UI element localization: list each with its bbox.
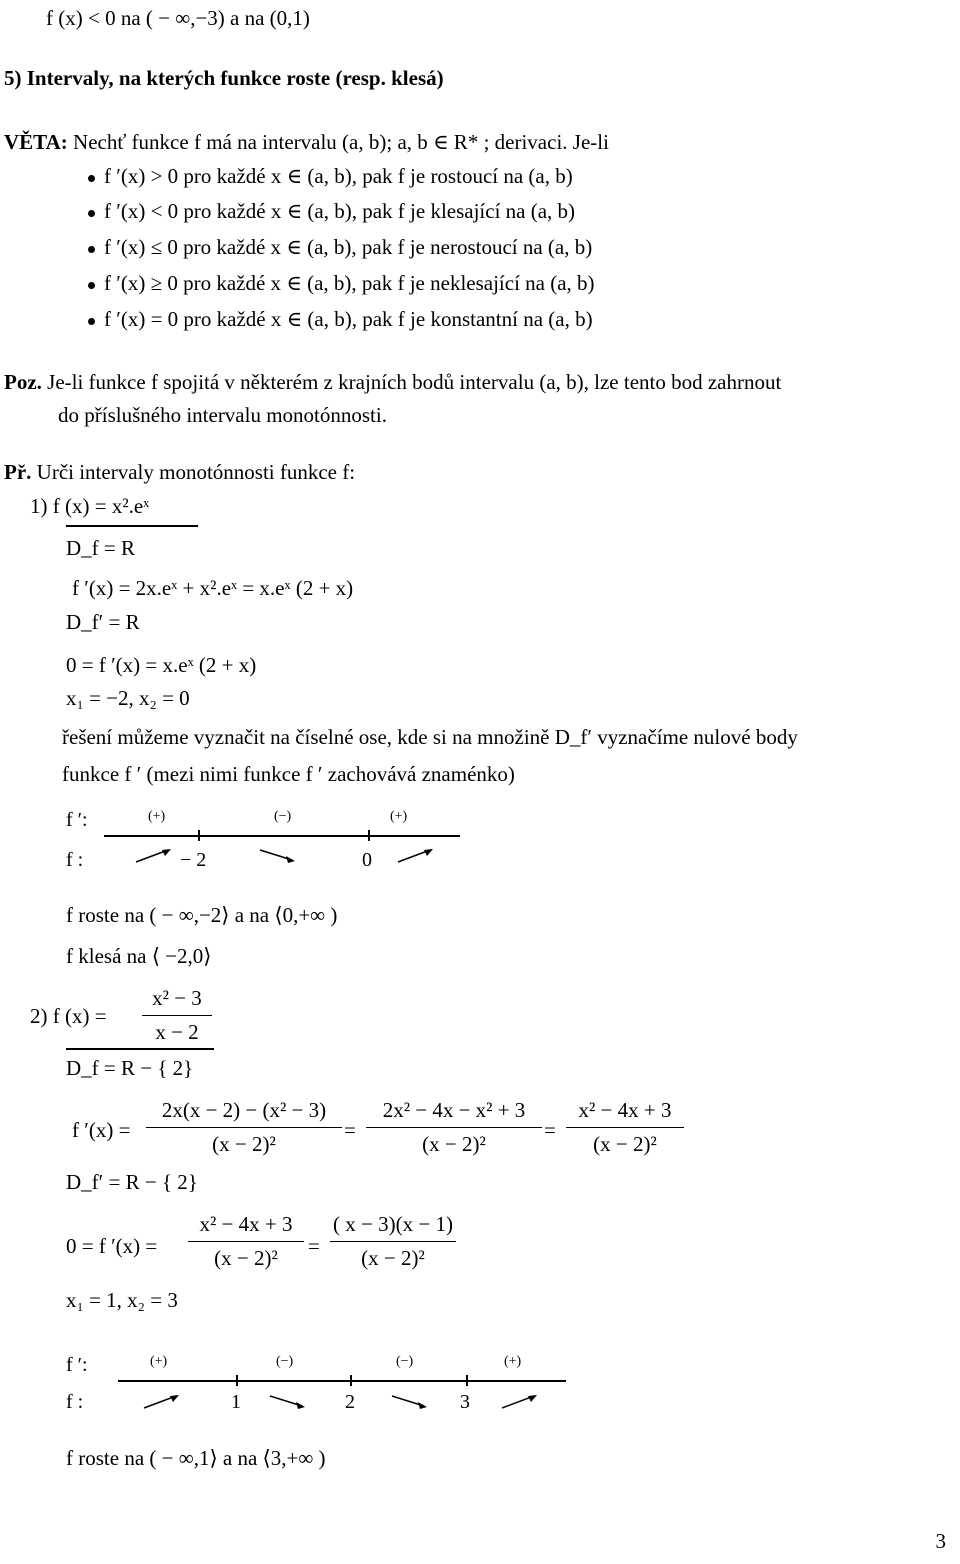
- fraction-denominator: (x − 2)²: [330, 1241, 456, 1269]
- sign-minus: (−): [274, 809, 292, 824]
- theorem-bullet: f ′(x) ≤ 0 pro každé x ∈ (a, b), pak f je nerostoucí na (a, b): [104, 235, 593, 259]
- fraction-denominator: x − 2: [142, 1015, 212, 1043]
- increasing-arrow: [500, 1392, 540, 1412]
- equals-sign: =: [344, 1118, 356, 1142]
- example-header: [4, 462, 355, 483]
- theorem-bullet: f ′(x) > 0 pro každé x ∈ (a, b), pak f je rostoucí na (a, b): [104, 164, 573, 188]
- section-title: 5) Intervaly, na kterých funkce roste (resp. klesá): [4, 66, 444, 90]
- theorem-bullet: f ′(x) = 0 pro každé x ∈ (a, b), pak f je konstantní na (a, b): [104, 307, 593, 331]
- axis-point-label: − 2: [180, 849, 207, 871]
- page-number: 3: [935, 1529, 946, 1553]
- sign-chart-label-fprime: f ′:: [66, 1354, 88, 1376]
- bullet-dot: [88, 210, 95, 217]
- decreasing-arrow: [268, 1392, 308, 1412]
- bullet-dot: [88, 246, 95, 253]
- ex2-zero-fraction: [330, 1214, 456, 1269]
- ex1-derivative-domain: D_f′ = R: [66, 610, 140, 634]
- bullet-dot: [88, 282, 95, 289]
- fraction-numerator: x² − 4x + 3: [578, 1098, 672, 1122]
- axis-tick: [236, 1375, 238, 1386]
- theorem-bullet: f ′(x) < 0 pro každé x ∈ (a, b), pak f je klesající na (a, b): [104, 199, 576, 223]
- ex2-underline: [66, 1048, 214, 1050]
- sign-chart-label-f: f :: [66, 1391, 84, 1413]
- bullet-dot: [88, 175, 95, 182]
- ex1-function: 1) f (x) = x².eˣ: [30, 494, 150, 518]
- ex2-derivative-lhs: f ′(x) =: [72, 1118, 131, 1142]
- ex1-roots: x₁ = −2, x₂ = 0: [66, 686, 190, 710]
- axis-point-label: 3: [460, 1391, 470, 1413]
- theorem-label: VĚTA:: [4, 130, 68, 154]
- increasing-arrow: [142, 1392, 182, 1412]
- fraction-denominator: (x − 2)²: [188, 1241, 304, 1269]
- increasing-arrow: [396, 846, 436, 866]
- fraction-numerator: x² − 4x + 3: [199, 1212, 293, 1236]
- note-line-2: do příslušného intervalu monotónnosti.: [58, 403, 387, 427]
- axis-tick: [198, 830, 200, 841]
- ex2-increasing: f roste na ( − ∞,1⟩ a na ⟨3,+∞ ): [66, 1446, 326, 1470]
- axis-point-label: 2: [345, 1391, 355, 1413]
- sign-chart-label-fprime: f ′:: [66, 809, 88, 831]
- ex1-increasing: f roste na ( − ∞,−2⟩ a na ⟨0,+∞ ): [66, 903, 338, 927]
- theorem-bullet: f ′(x) ≥ 0 pro každé x ∈ (a, b), pak f je neklesající na (a, b): [104, 271, 595, 295]
- increasing-arrow: [134, 846, 174, 866]
- sign-plus: (+): [150, 1354, 168, 1369]
- theorem-text: Nechť funkce f má na intervalu (a, b); a, b ∈ R* ; derivaci. Je-li: [67, 130, 609, 154]
- ex1-derivative: f ′(x) = 2x.eˣ + x².eˣ = x.eˣ (2 + x): [72, 576, 354, 600]
- note-label: Poz.: [4, 370, 42, 394]
- ex2-derivative-fraction: [566, 1100, 684, 1155]
- ex1-domain: D_f = R: [66, 536, 136, 560]
- note-text: Je-li funkce f spojitá v některém z krajních bodů intervalu (a, b), lze tento bod zahrnout: [41, 370, 782, 394]
- decreasing-arrow: [390, 1392, 430, 1412]
- fraction-denominator: (x − 2)²: [366, 1127, 542, 1155]
- sign-minus: (−): [276, 1354, 294, 1369]
- decreasing-arrow: [258, 846, 298, 866]
- sign-plus: (+): [148, 809, 166, 824]
- example-text: Urči intervaly monotónnosti funkce f:: [31, 460, 356, 484]
- equals-sign: =: [308, 1234, 320, 1258]
- fraction-denominator: (x − 2)²: [566, 1127, 684, 1155]
- ex1-underline: [66, 525, 198, 527]
- sign-plus: (+): [504, 1354, 522, 1369]
- ex2-roots: x₁ = 1, x₂ = 3: [66, 1288, 178, 1312]
- theorem-line: [4, 132, 609, 153]
- example-label: Př.: [4, 460, 32, 484]
- axis-point-label: 1: [231, 1391, 241, 1413]
- ex1-equation: 0 = f ′(x) = x.eˣ (2 + x): [66, 653, 257, 677]
- ex2-lhs: 2) f (x) =: [30, 1004, 107, 1028]
- fraction-denominator: (x − 2)²: [146, 1127, 342, 1155]
- equals-sign: =: [544, 1118, 556, 1142]
- ex1-text-1: řešení můžeme vyznačit na číselné ose, kde si na množině D_f′ vyznačíme nulové body: [62, 725, 798, 749]
- ex1-text-2: funkce f ′ (mezi nimi funkce f ′ zachovává znaménko): [62, 762, 515, 786]
- sign-chart-label-f: f :: [66, 849, 84, 871]
- number-axis: [104, 835, 460, 837]
- bullet-dot: [88, 318, 95, 325]
- sign-minus: (−): [396, 1354, 414, 1369]
- ex2-derivative-domain: D_f′ = R − { 2}: [66, 1170, 198, 1194]
- ex1-decreasing: f klesá na ⟨ −2,0⟩: [66, 944, 212, 968]
- sign-plus: (+): [390, 809, 408, 824]
- fraction-numerator: 2x² − 4x − x² + 3: [382, 1098, 526, 1122]
- ex2-derivative-fraction: [366, 1100, 542, 1155]
- ex2-zero-lhs: 0 = f ′(x) =: [66, 1234, 158, 1258]
- fraction-numerator: x² − 3: [152, 986, 202, 1010]
- axis-tick: [466, 1375, 468, 1386]
- ex2-fraction: [142, 988, 212, 1043]
- fraction-numerator: 2x(x − 2) − (x² − 3): [161, 1098, 327, 1122]
- axis-point-label: 0: [362, 849, 372, 871]
- fraction-numerator: ( x − 3)(x − 1): [333, 1212, 453, 1236]
- axis-tick: [368, 830, 370, 841]
- note-line-1: [4, 372, 781, 393]
- number-axis: [118, 1380, 566, 1382]
- ex2-domain: D_f = R − { 2}: [66, 1056, 194, 1080]
- ex2-derivative-fraction: [146, 1100, 342, 1155]
- ex2-zero-fraction: [188, 1214, 304, 1269]
- top-line: f (x) < 0 na ( − ∞,−3) a na (0,1): [46, 6, 310, 30]
- axis-tick: [350, 1375, 352, 1386]
